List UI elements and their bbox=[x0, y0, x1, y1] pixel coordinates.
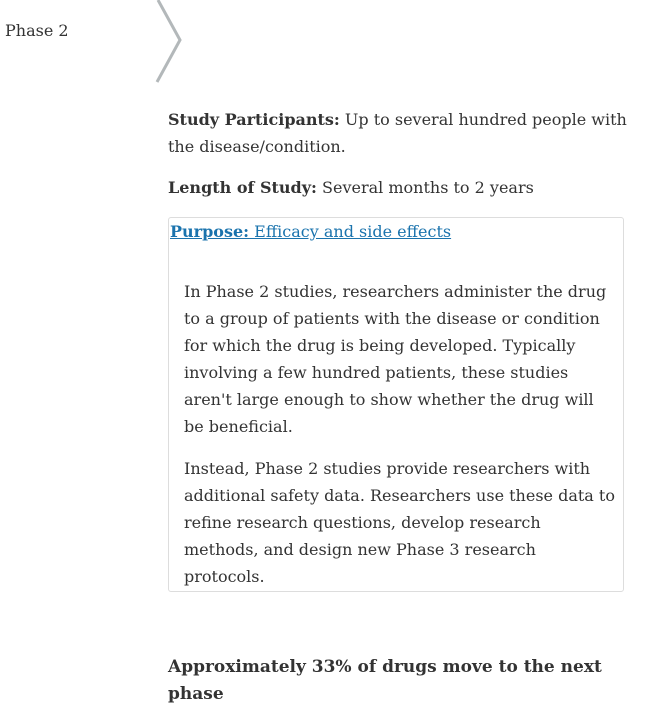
purpose-panel bbox=[168, 217, 624, 592]
purpose-paragraph: In Phase 2 studies, researchers administer the drug to a group of patients with the disease or condition for which the drug is being developed. Typically involving a few hundred patients, these studies aren't large enough to show whether the drug will be beneficial. bbox=[184, 282, 607, 436]
study-participants-value: Up to several hundred people with the disease/condition. bbox=[168, 110, 627, 156]
phase-tab[interactable] bbox=[0, 0, 182, 86]
phase-progression-note: Approximately 33% of drugs move to the next phase bbox=[168, 657, 602, 704]
length-of-study-row bbox=[168, 174, 628, 201]
study-participants-label: Study Participants: bbox=[168, 110, 340, 129]
study-participants-row bbox=[168, 106, 628, 160]
length-of-study-value: Several months to 2 years bbox=[316, 178, 534, 197]
phase-details bbox=[168, 106, 628, 592]
purpose-paragraph: Instead, Phase 2 studies provide researchers with additional safety data. Researchers use these data to refine research questions, develop research methods, and design new Phase 3 research protocols. bbox=[184, 459, 615, 586]
chevron-right-icon bbox=[0, 0, 182, 86]
purpose-toggle-link[interactable] bbox=[170, 220, 451, 244]
purpose-label: Purpose: bbox=[170, 222, 250, 241]
phase-tab-label: Phase 2 bbox=[5, 21, 69, 40]
length-of-study-label: Length of Study: bbox=[168, 178, 317, 197]
purpose-description bbox=[184, 278, 616, 605]
purpose-value: Efficacy and side effects bbox=[249, 222, 452, 241]
